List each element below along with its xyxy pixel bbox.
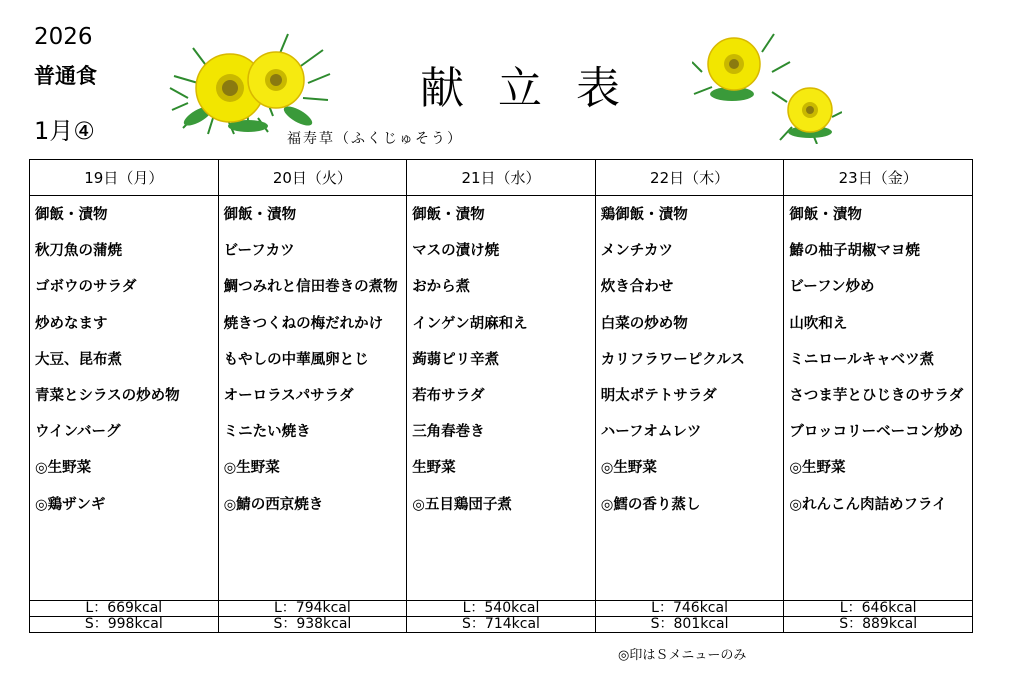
dish-item: ビーフン炒め	[789, 279, 875, 296]
dish-item: 山吹和え	[789, 315, 848, 332]
dish-item: 蒟蒻ピリ辛煮	[412, 351, 500, 368]
l-kcal-mon: L：669kcal	[30, 601, 219, 617]
dish-item: ◎生野菜	[789, 460, 846, 477]
s-kcal-thu: S：801kcal	[595, 617, 784, 633]
dish-item: 御飯・漬物	[35, 207, 108, 223]
day-header-row	[30, 160, 973, 196]
day-header-wed: 21日（水）	[407, 160, 596, 196]
day-header-mon: 19日（月）	[30, 160, 219, 196]
dish-item: ミニたい焼き	[223, 424, 311, 441]
flower-illustration-left	[168, 28, 333, 136]
dish-item: ハーフオムレツ	[600, 424, 702, 441]
day-header-fri: 23日（金）	[784, 160, 973, 196]
dish-item: ブロッコリーベーコン炒め	[789, 424, 964, 441]
dish-item: オーロラスパサラダ	[223, 387, 354, 404]
dish-item: ゴボウのサラダ	[35, 279, 137, 296]
dishes-fri	[784, 196, 973, 601]
dish-item: ◎れんこん肉詰めフライ	[789, 496, 947, 513]
dishes-row	[30, 196, 973, 601]
dish-item: 鶏御飯・漬物	[600, 207, 688, 223]
dish-item: 御飯・漬物	[412, 207, 485, 223]
dish-item: 御飯・漬物	[223, 207, 297, 223]
s-kcal-wed: S：714kcal	[407, 617, 596, 633]
s-kcal-fri: S：889kcal	[784, 617, 973, 633]
dish-item: 秋刀魚の蒲焼	[35, 243, 122, 260]
l-kcal-tue: L：794kcal	[218, 601, 407, 617]
year-label: 2026	[34, 24, 93, 50]
page-title: 献 立 表	[420, 63, 630, 114]
s-menu-note: ◎印はＳメニューのみ	[618, 648, 747, 663]
dish-item: 若布サラダ	[412, 387, 485, 404]
l-kcal-fri: L：646kcal	[784, 601, 973, 617]
dish-item: おから煮	[412, 279, 471, 296]
dish-item: ◎生野菜	[223, 460, 280, 477]
menu-table	[29, 159, 973, 633]
dish-item: 大豆、昆布煮	[35, 351, 122, 368]
l-kcal-thu: L：746kcal	[595, 601, 784, 617]
dish-item: インゲン胡麻和え	[412, 315, 528, 332]
dish-item: ミニロールキャベツ煮	[789, 351, 935, 368]
dish-item: ◎生野菜	[35, 460, 92, 477]
dish-item: もやしの中華風卵とじ	[223, 351, 369, 368]
dish-item: ビーフカツ	[223, 243, 295, 260]
dish-item: ◎鶏ザンギ	[35, 496, 106, 513]
flower-caption: 福寿草（ふくじゅそう）	[287, 131, 463, 147]
dish-item: さつま芋とひじきのサラダ	[789, 387, 964, 404]
dish-item: 鯛つみれと信田巻きの煮物	[223, 279, 398, 296]
dish-item: 生野菜	[412, 460, 456, 477]
week-label: 1月④	[34, 117, 95, 145]
l-kcal-wed: L：540kcal	[407, 601, 596, 617]
s-kcal-row	[30, 617, 973, 633]
flower-illustration-right	[692, 32, 842, 144]
dishes-tue	[218, 196, 407, 601]
dish-item: 御飯・漬物	[789, 207, 862, 223]
dish-item: カリフラワーピクルス	[600, 351, 745, 368]
dish-item: 炊き合わせ	[600, 279, 674, 296]
dish-item: 明太ポテトサラダ	[600, 387, 717, 404]
s-kcal-mon: S：998kcal	[30, 617, 219, 633]
dish-item: メンチカツ	[600, 243, 673, 260]
dish-item: 青菜とシラスの炒め物	[35, 387, 180, 404]
dish-item: 白菜の炒め物	[600, 315, 688, 332]
dish-item: ◎鯖の西京焼き	[223, 496, 324, 513]
dishes-wed	[407, 196, 596, 601]
dish-item: ◎五目鶏団子煮	[412, 496, 512, 513]
dish-item: ◎鱈の香り蒸し	[600, 496, 701, 513]
dish-item: 鰆の柚子胡椒マヨ焼	[789, 243, 920, 260]
s-kcal-tue: S：938kcal	[218, 617, 407, 633]
dish-item: 炒めなます	[35, 315, 108, 332]
day-header-tue: 20日（火）	[218, 160, 407, 196]
dishes-thu	[595, 196, 784, 601]
dish-item: ◎生野菜	[600, 460, 657, 477]
dish-item: 三角春巻き	[412, 424, 485, 441]
day-header-thu: 22日（木）	[595, 160, 784, 196]
l-kcal-row	[30, 601, 973, 617]
diet-type-label: 普通食	[34, 64, 97, 88]
dish-item: ウインバーグ	[35, 424, 121, 441]
dishes-mon	[30, 196, 219, 601]
dish-item: マスの漬け焼	[412, 243, 500, 260]
dish-item: 焼きつくねの梅だれかけ	[223, 315, 384, 332]
